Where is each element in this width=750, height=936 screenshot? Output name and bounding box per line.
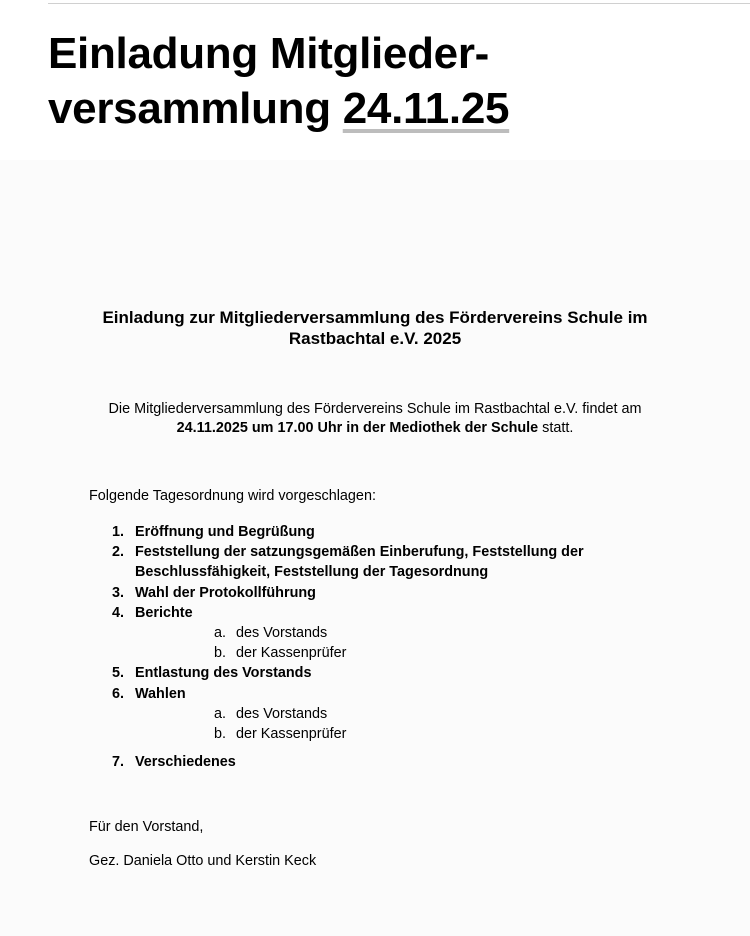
agenda-sublist: [135, 704, 669, 744]
agenda-item: [89, 522, 669, 542]
agenda-item: [89, 752, 669, 772]
agenda-subitem: [135, 724, 669, 744]
meeting-date-location: 24.11.2025 um 17.00 Uhr in der Mediothek der Schule: [176, 420, 539, 436]
agenda-item: [89, 583, 669, 603]
agenda-item-label: Feststellung der satzungsgemäßen Einberufung, Feststellung der Beschlussfähigkeit, Feststellung der Tagesordnung: [135, 544, 584, 581]
agenda-subitem-letter: a.: [214, 705, 227, 722]
agenda-sublist: [135, 623, 669, 663]
document-heading: Einladung zur Mitgliederversammlung des Fördervereins Schule im Rastbachtal e.V. 2025: [102, 308, 648, 348]
agenda-subitem-label: des Vorstands: [236, 625, 328, 642]
agenda-subitem: [135, 623, 669, 643]
agenda-item-number: 5.: [112, 665, 125, 682]
agenda-list: [89, 522, 669, 772]
top-divider: [48, 3, 750, 4]
meeting-intro-text: Die Mitgliederversammlung des Fördervereins Schule im Rastbachtal e.V. findet am: [108, 401, 642, 417]
document-body: [0, 160, 750, 936]
agenda-item-label: Wahl der Protokollführung: [135, 584, 316, 601]
agenda-item-label: Entlastung des Vorstands: [135, 665, 312, 682]
page-title: [48, 26, 509, 136]
agenda-subitem-letter: b.: [214, 645, 227, 662]
agenda-subitem: [135, 704, 669, 724]
agenda-subitem-label: der Kassenprüfer: [236, 645, 347, 662]
agenda-intro: Folgende Tagesordnung wird vorgeschlagen:: [89, 488, 376, 504]
agenda-subitem-letter: b.: [214, 726, 227, 743]
agenda-item-number: 3.: [112, 584, 125, 601]
signoff: Für den Vorstand,: [89, 819, 204, 835]
page-title-line2-prefix: versammlung: [48, 84, 343, 133]
agenda-item-number: 2.: [112, 544, 125, 561]
agenda-item-number: 1.: [112, 524, 125, 540]
agenda-item-label: Verschiedenes: [135, 754, 236, 771]
meeting-intro: [80, 400, 670, 438]
signature: Gez. Daniela Otto und Kerstin Keck: [89, 853, 317, 869]
agenda-item: [89, 684, 669, 745]
page-title-line1: Einladung Mitglieder-: [48, 29, 490, 78]
agenda-subitem-label: des Vorstands: [236, 705, 328, 722]
agenda-item-number: 6.: [112, 685, 125, 702]
agenda-subitem: [135, 643, 669, 663]
agenda-item-label: Eröffnung und Begrüßung: [135, 524, 315, 540]
agenda-subitem-letter: a.: [214, 625, 227, 642]
title-date-link[interactable]: 24.11.25: [342, 84, 510, 133]
agenda-item-label: Berichte: [135, 604, 193, 621]
agenda-item: [89, 542, 669, 582]
meeting-intro-suffix: statt.: [538, 420, 574, 436]
agenda-item: [89, 663, 669, 683]
agenda-item-label: Wahlen: [135, 685, 186, 702]
agenda-subitem-label: der Kassenprüfer: [236, 726, 347, 743]
agenda-item-number: 7.: [112, 754, 125, 771]
agenda-item: [89, 603, 669, 664]
agenda-item-number: 4.: [112, 604, 125, 621]
